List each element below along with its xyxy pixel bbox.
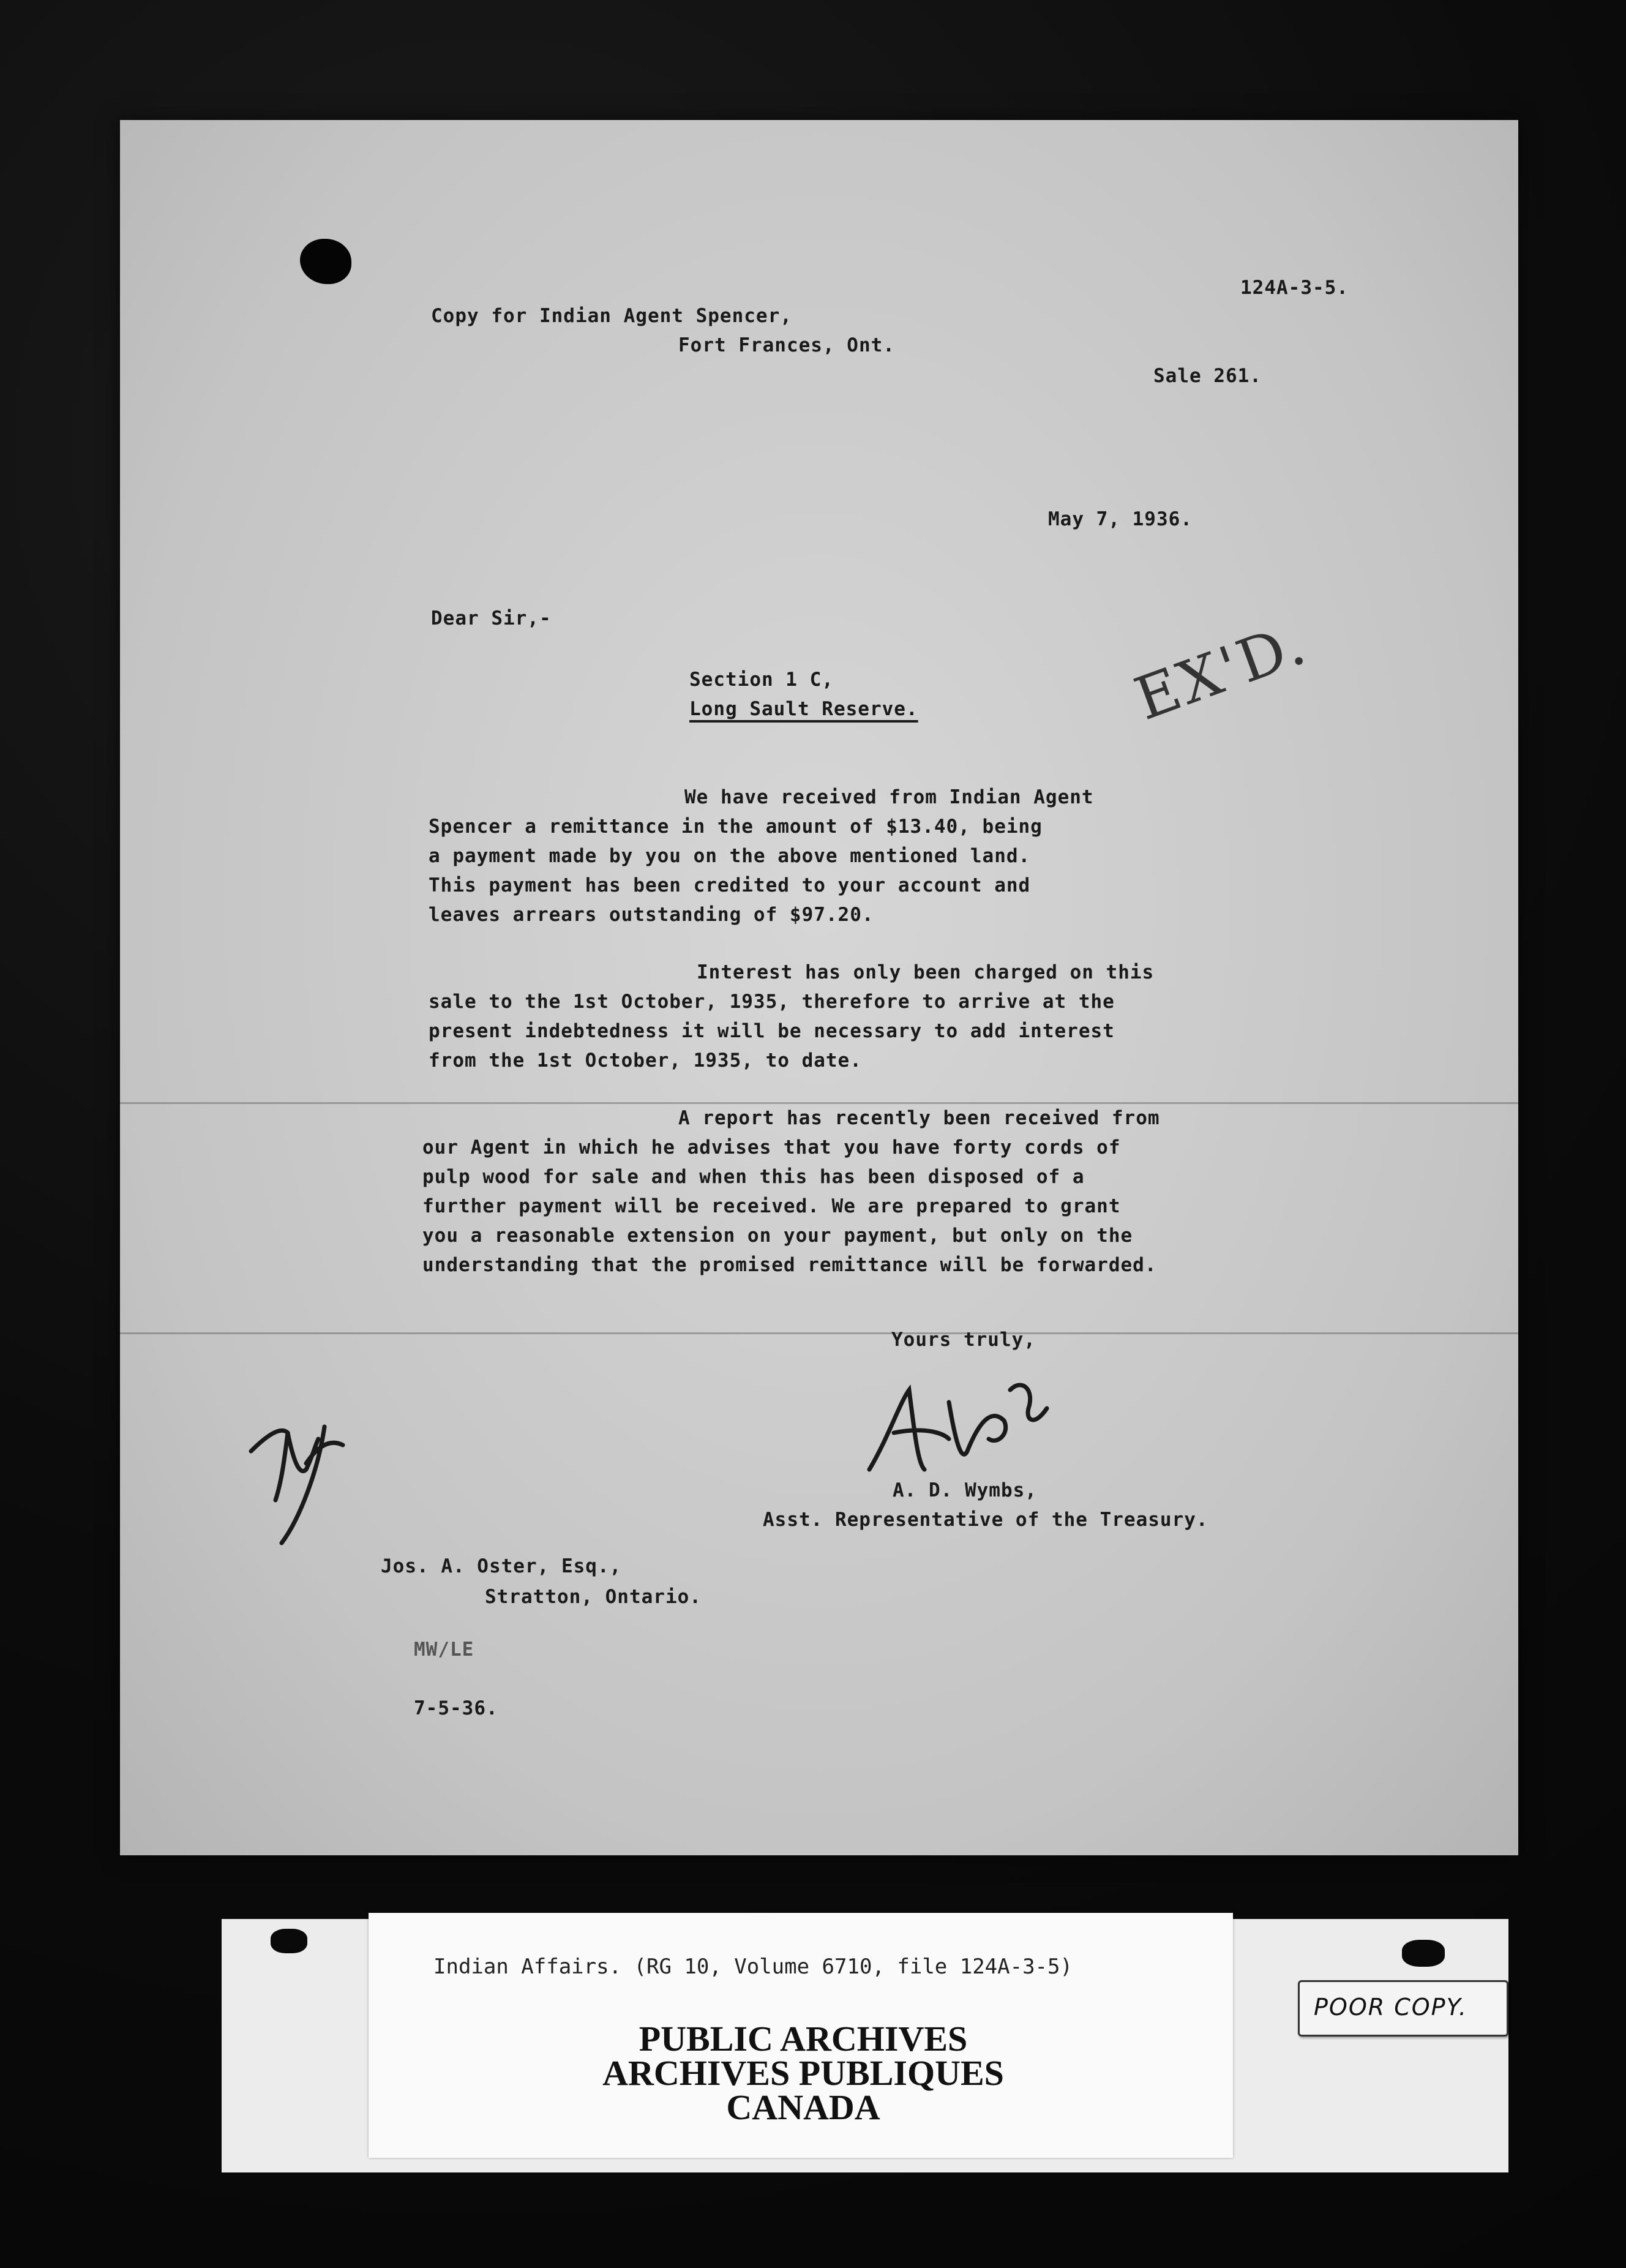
archive-name-fr: ARCHIVES PUBLIQUES xyxy=(602,2053,1004,2093)
closing: Yours truly, xyxy=(891,1329,1036,1351)
addressee-line: Copy for Indian Agent Spencer, xyxy=(431,305,792,327)
paragraph-line: Interest has only been charged on this xyxy=(697,961,1155,983)
file-date: 7-5-36. xyxy=(414,1697,498,1719)
signer-name: A. D. Wymbs, xyxy=(893,1479,1037,1501)
letter-sheet xyxy=(120,120,1518,1855)
paragraph-line: Spencer a remittance in the amount of $13.40, being xyxy=(429,816,1043,838)
paragraph-line: understanding that the promised remittance will be forwarded. xyxy=(422,1254,1157,1276)
paragraph-line: leaves arrears outstanding of $97.20. xyxy=(429,904,874,926)
paragraph-line: This payment has been credited to your account and xyxy=(429,874,1031,896)
paper-damage xyxy=(271,1929,307,1953)
exd-stamp: EX'D. xyxy=(1126,608,1316,734)
handwritten-initials xyxy=(239,1396,373,1555)
paragraph-line: A report has recently been received from xyxy=(678,1107,1160,1129)
recipient-location: Stratton, Ontario. xyxy=(485,1586,702,1608)
file-reference: 124A-3-5. xyxy=(1240,277,1349,299)
signer-title: Asst. Representative of the Treasury. xyxy=(763,1509,1208,1531)
poor-copy-text: POOR COPY. xyxy=(1314,1994,1467,2021)
paragraph-line: further payment will be received. We are prepared to grant xyxy=(422,1195,1121,1217)
paragraph-line: pulp wood for sale and when this has been disposed of a xyxy=(422,1166,1085,1188)
paragraph-line: present indebtedness it will be necessary to add interest xyxy=(429,1020,1115,1042)
archive-reference: Indian Affairs. (RG 10, Volume 6710, file 124A-3-5) xyxy=(433,1954,1073,1979)
paragraph-line: from the 1st October, 1935, to date. xyxy=(429,1050,862,1072)
salutation: Dear Sir,- xyxy=(431,607,552,629)
archive-country: CANADA xyxy=(726,2087,880,2127)
archive-name-en: PUBLIC ARCHIVES xyxy=(639,2019,968,2059)
paper-damage xyxy=(1402,1940,1445,1967)
recipient-name: Jos. A. Oster, Esq., xyxy=(381,1555,622,1577)
paragraph-line: sale to the 1st October, 1935, therefore to arrive at the xyxy=(429,991,1115,1013)
fold-line xyxy=(120,1332,1518,1334)
subject-reserve: Long Sault Reserve. xyxy=(689,698,918,720)
paragraph-line: We have received from Indian Agent xyxy=(684,786,1094,808)
letter-date: May 7, 1936. xyxy=(1048,508,1193,530)
sale-reference: Sale 261. xyxy=(1153,365,1262,387)
paragraph-line: you a reasonable extension on your payment, but only on the xyxy=(422,1225,1133,1247)
fold-line xyxy=(120,1102,1518,1104)
paragraph-line: our Agent in which he advises that you have forty cords of xyxy=(422,1136,1121,1158)
subject-section: Section 1 C, xyxy=(689,669,834,691)
addressee-location: Fort Frances, Ont. xyxy=(678,334,895,356)
paragraph-line: a payment made by you on the above mentioned land. xyxy=(429,845,1031,867)
typist-initials: MW/LE xyxy=(414,1639,474,1661)
